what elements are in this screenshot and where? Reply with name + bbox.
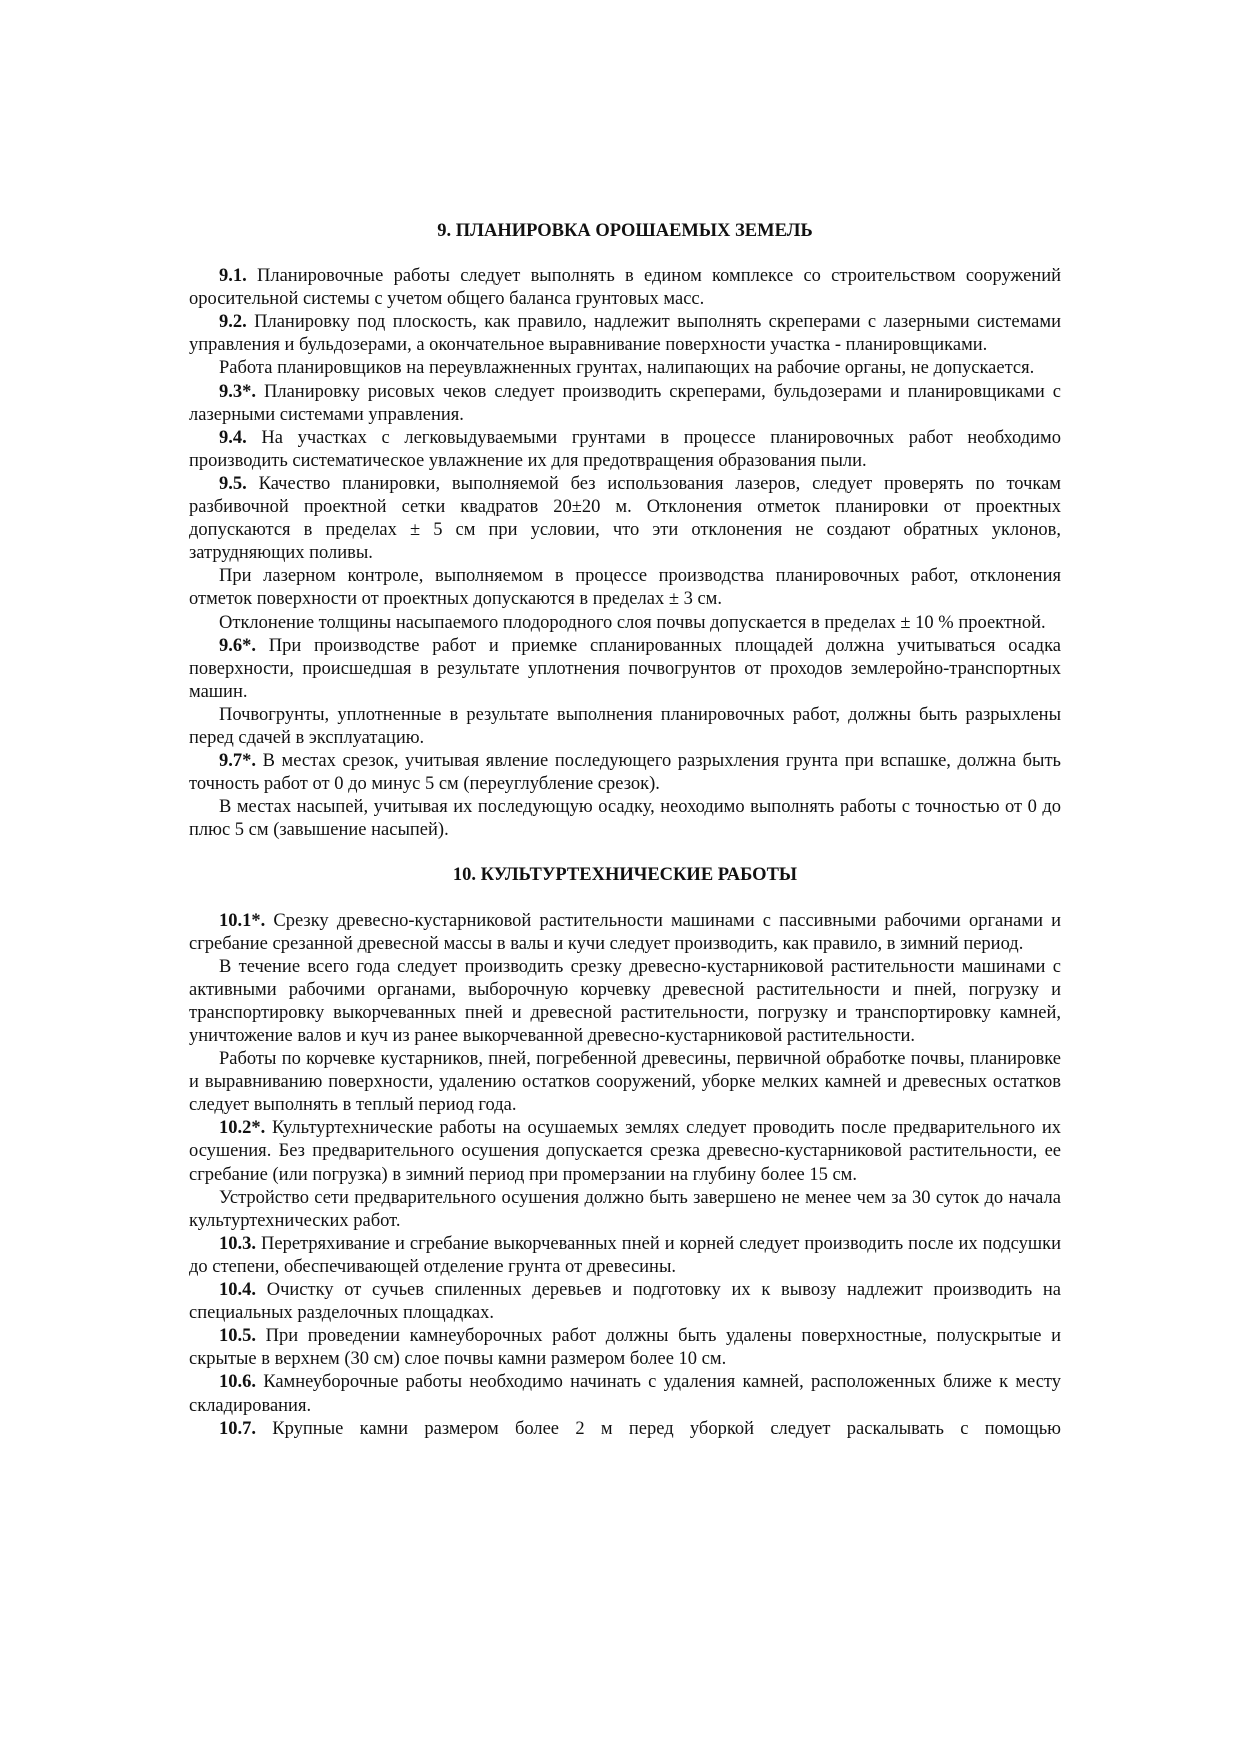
paragraph-9-5-soil-layer xyxy=(189,612,1061,635)
paragraph-9-7 xyxy=(189,750,1061,796)
paragraph-10-6 xyxy=(189,1371,1061,1417)
document-page xyxy=(189,220,1061,1441)
paragraph-text: Срезку древесно-кустарниковой растительности машинами с пассивными рабочими органами и сгребание срезанной древесной массы в валы и кучи следует производить, как правило, в зимний период. xyxy=(189,910,1061,954)
paragraph-text: Работы по корчевке кустарников, пней, погребенной древесины, первичной обработке почвы, планировке и выравниванию поверхности, удалению остатков сооружений, уборке мелких камней и древесных остатков следует выполнять в теплый период года. xyxy=(189,1049,1061,1116)
clause-number: 9.1. xyxy=(219,266,247,287)
paragraph-9-5-laser xyxy=(189,565,1061,611)
paragraph-text: На участках с легковыдуваемыми грунтами в процессе планировочных работ необходимо производить систематическое увлажнение их для предотвращения образования пыли. xyxy=(189,427,1061,471)
paragraph-text: Перетряхивание и сгребание выкорчеванных пней и корней следует производить после их подсушки до степени, обеспечивающей отделение грунта от древесины. xyxy=(189,1233,1061,1277)
clause-number: 10.1*. xyxy=(219,910,266,931)
paragraph-9-2 xyxy=(189,311,1061,357)
paragraph-text: При производстве работ и приемке спланированных площадей должна учитываться осадка поверхности, происшедшая в результате уплотнения почвогрунтов от проходов землеройно-транспортных машин. xyxy=(189,635,1061,702)
paragraph-10-1-year-round xyxy=(189,956,1061,1048)
paragraph-text: Отклонение толщины насыпаемого плодородного слоя почвы допускается в пределах ± 10 % проектной. xyxy=(219,612,1046,633)
paragraph-10-1-warm-period xyxy=(189,1048,1061,1117)
paragraph-text: При проведении камнеуборочных работ должны быть удалены поверхностные, полускрытые и скрытые в верхнем (30 см) слое почвы камни размером более 10 см. xyxy=(189,1326,1061,1370)
clause-number: 10.6. xyxy=(219,1372,256,1393)
paragraph-9-7-cont xyxy=(189,796,1061,842)
paragraph-9-1 xyxy=(189,265,1061,311)
paragraph-10-4 xyxy=(189,1279,1061,1325)
paragraph-10-2-cont xyxy=(189,1187,1061,1233)
clause-number: 9.7*. xyxy=(219,751,256,772)
paragraph-10-1 xyxy=(189,910,1061,956)
paragraph-text: Камнеуборочные работы необходимо начинать с удаления камней, расположенных ближе к месту складирования. xyxy=(189,1372,1061,1416)
paragraph-10-3 xyxy=(189,1233,1061,1279)
paragraph-text: В местах насыпей, учитывая их последующую осадку, неоходимо выполнять работы с точностью от 0 до плюс 5 см (завышение насыпей). xyxy=(189,797,1061,841)
clause-number: 10.5. xyxy=(219,1326,256,1347)
clause-number: 9.4. xyxy=(219,427,247,448)
paragraph-text: Работа планировщиков на переувлажненных грунтах, налипающих на рабочие органы, не допускается. xyxy=(219,358,1035,379)
clause-number: 9.2. xyxy=(219,312,247,333)
paragraph-text: Качество планировки, выполняемой без использования лазеров, следует проверять по точкам разбивочной проектной сетки квадратов 20±20 м. Отклонения отметок планировки от проектных допускаются в пределах ± 5 см при условии, что эти отклонения не создают обратных уклонов, затрудняющих поливы. xyxy=(189,473,1061,564)
paragraph-10-7 xyxy=(189,1418,1061,1441)
clause-number: 9.3*. xyxy=(219,381,256,402)
clause-number: 9.5. xyxy=(219,473,247,494)
paragraph-10-5 xyxy=(189,1325,1061,1371)
paragraph-text: В местах срезок, учитывая явление последующего разрыхления грунта при вспашке, должна быть точность работ от 0 до минус 5 см (переуглубление срезок). xyxy=(189,751,1061,795)
paragraph-9-5 xyxy=(189,473,1061,565)
section-10-reclamation-works xyxy=(189,864,1061,1440)
clause-number: 10.2*. xyxy=(219,1118,266,1139)
section-9-irrigated-land-leveling xyxy=(189,220,1061,842)
paragraph-10-2 xyxy=(189,1117,1061,1186)
paragraph-text: При лазерном контроле, выполняемом в процессе производства планировочных работ, отклонения отметок поверхности от проектных допускаются в пределах ± 3 см. xyxy=(189,566,1061,610)
paragraph-text: Планировку рисовых чеков следует производить скреперами, бульдозерами и планировщиками с лазерными системами управления. xyxy=(189,381,1061,425)
paragraph-text: Крупные камни размером более 2 м перед уборкой следует раскалывать с помощью xyxy=(256,1418,1061,1439)
paragraph-text: В течение всего года следует производить срезку древесно-кустарниковой растительности машинами с активными рабочими органами, выборочную корчевку древесной растительности и пней, погрузку и транспортировку выкорчеванных пней и древесной растительности, погрузку и транспортировку камней, уничтожение валов и куч из ранее выкорчеванной древесно-кустарниковой растительности. xyxy=(189,956,1061,1046)
section-heading: 9. ПЛАНИРОВКА ОРОШАЕМЫХ ЗЕМЕЛЬ xyxy=(437,221,813,241)
paragraph-text: Почвогрунты, уплотненные в результате выполнения планировочных работ, должны быть разрыхлены перед сдачей в эксплуатацию. xyxy=(189,704,1061,748)
clause-number: 10.3. xyxy=(219,1233,256,1254)
paragraph-text: Культуртехнические работы на осушаемых землях следует проводить после предварительного их осушения. Без предварительного осушения допускается срезка древесно-кустарниковой растительности, ее сгребание (или погрузка) в зимний период при промерзании на глубину более 15 см. xyxy=(189,1118,1061,1185)
paragraph-9-6 xyxy=(189,635,1061,704)
paragraph-text: Планировку под плоскость, как правило, надлежит выполнять скреперами с лазерными системами управления и бульдозерами, а окончательное выравнивание поверхности участка - планировщиками. xyxy=(189,312,1061,356)
paragraph-text: Планировочные работы следует выполнять в едином комплексе со строительством сооружений оросительной системы с учетом общего баланса грунтовых масс. xyxy=(189,266,1061,310)
clause-number: 9.6*. xyxy=(219,635,256,656)
paragraph-text: Очистку от сучьев спиленных деревьев и подготовку их к вывозу надлежит производить на специальных разделочных площадках. xyxy=(189,1280,1061,1324)
clause-number: 10.4. xyxy=(219,1280,256,1301)
paragraph-text: Устройство сети предварительного осушения должно быть завершено не менее чем за 30 суток до начала культуртехнических работ. xyxy=(189,1187,1061,1231)
paragraph-9-6-cont xyxy=(189,704,1061,750)
paragraph-9-4 xyxy=(189,427,1061,473)
paragraph-9-3 xyxy=(189,381,1061,427)
paragraph-9-2-cont xyxy=(189,357,1061,380)
section-heading: 10. КУЛЬТУРТЕХНИЧЕСКИЕ РАБОТЫ xyxy=(452,865,798,886)
clause-number: 10.7. xyxy=(219,1418,256,1439)
